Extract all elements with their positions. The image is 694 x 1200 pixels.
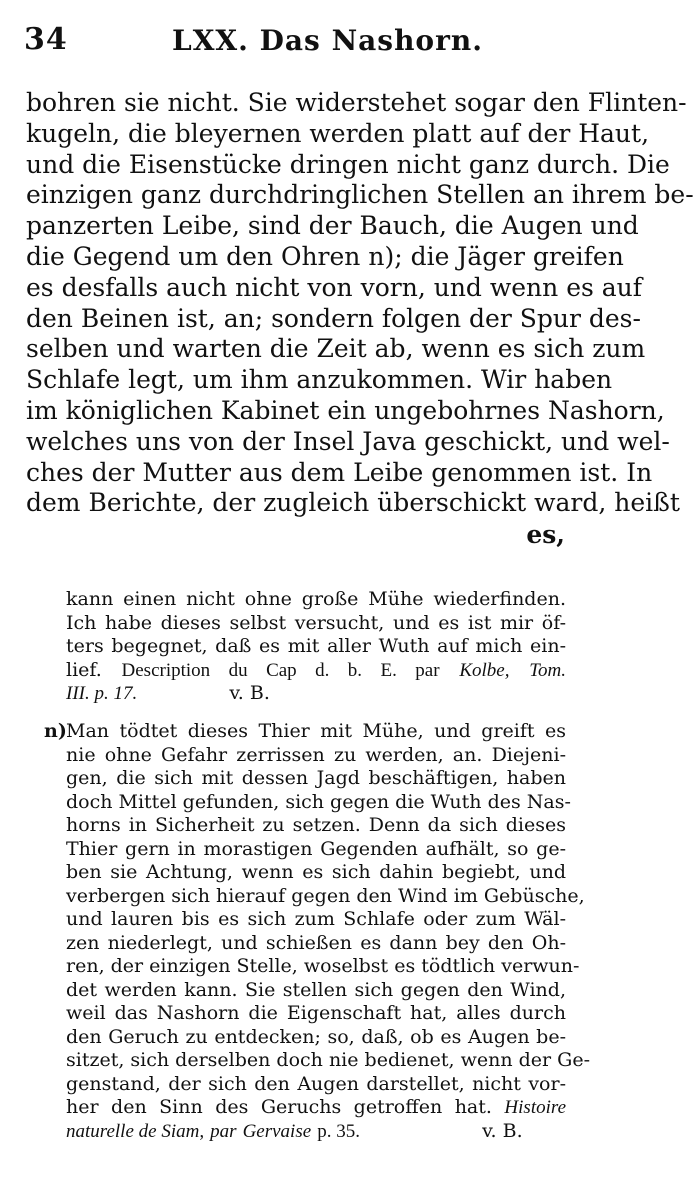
footnote-line: Man tödtet dieses Thier mit Mühe, und greift es xyxy=(66,720,566,742)
text-line: bohren sie nicht. Sie widerstehet sogar den Flinten- xyxy=(26,88,687,117)
footnote-line-citation-end xyxy=(66,682,566,706)
footnote-text: lief. xyxy=(66,658,102,681)
citation-title-cont: naturelle de Siam, xyxy=(66,1120,205,1142)
text-line: kugeln, die bleyernen werden platt auf der Haut, xyxy=(26,118,650,148)
citation-volume: Tom. xyxy=(529,659,566,681)
text-line: den Beinen ist, an; sondern folgen der Spur des- xyxy=(26,303,641,333)
footnote-line: Ich habe dieses selbst versucht, und es ist mir öf- xyxy=(66,611,566,634)
footnote-marker: n) xyxy=(44,720,67,742)
footnote-line: zen niederlegt, und schießen es dann bey den Oh- xyxy=(66,931,566,954)
citation-page: p. 35. xyxy=(317,1120,360,1142)
text-line: Schlafe legt, um ihm anzukommen. Wir haben xyxy=(26,365,613,395)
footnote-line: horns in Sicherheit zu setzen. Denn da sich dieses xyxy=(66,814,566,836)
text-line: panzerten Leibe, sind der Bauch, die Augen und xyxy=(26,211,639,241)
footnote-line: Thier gern in morastigen Gegenden aufhält, so ge- xyxy=(66,837,566,860)
footnote-n xyxy=(66,720,591,1143)
text-line: im königlichen Kabinet ein ungebohrnes Nashorn, xyxy=(26,395,665,425)
footnote-line-with-citation xyxy=(66,1096,566,1120)
text-line: die Gegend um den Ohren n); die Jäger greifen xyxy=(26,241,624,271)
footnote-line: den Geruch zu entdecken; so, daß, ob es Augen be- xyxy=(66,1025,566,1048)
catchword: es, xyxy=(526,520,565,549)
text-line: einzigen ganz durchdringlichen Stellen an ihrem be- xyxy=(26,180,694,210)
citation-par: par xyxy=(210,1120,237,1142)
text-line: es desfalls auch nicht von vorn, und wenn es auf xyxy=(26,272,643,302)
footnote-line: sitzet, sich derselben doch nie bedienet, wenn der Ge- xyxy=(66,1049,591,1071)
footnote-line: det werden kann. Sie stellen sich gegen den Wind, xyxy=(66,978,566,1001)
citation-page: III. p. 17. xyxy=(66,683,138,704)
footnote-line: ters begegnet, daß es mit aller Wuth auf mich ein- xyxy=(66,635,566,657)
translator-signature: v. B. xyxy=(482,1119,523,1142)
text-line: welches uns von der Insel Java geschickt, und wel- xyxy=(26,426,670,456)
footnote-line: ben sie Achtung, wenn es sich dahin begiebt, und xyxy=(66,861,566,883)
translator-signature: v. B. xyxy=(229,682,270,704)
citation-source: Description du Cap d. b. E. par xyxy=(121,659,440,681)
footnote-line: ren, der einzigen Stelle, woselbst es tödtlich verwun- xyxy=(66,955,580,977)
page-header xyxy=(12,18,577,62)
text-line: und die Eisenstücke dringen nicht ganz durch. Die xyxy=(26,149,670,179)
text-line: dem Berichte, der zugleich überschickt ward, heißt xyxy=(26,488,680,518)
footnote-line: gen, die sich mit dessen Jagd beschäftigen, haben xyxy=(66,767,566,789)
citation-author: Kolbe, xyxy=(459,659,510,681)
page-number: 34 xyxy=(24,22,68,57)
footnote-continued xyxy=(66,588,566,706)
citation-title: Histoire xyxy=(504,1097,566,1118)
footnote-text: her den Sinn des Geruchs getroffen hat. xyxy=(66,1096,492,1118)
footnote-line-citation xyxy=(66,659,566,683)
footnote-line: verbergen sich hierauf gegen den Wind im Gebüsche, xyxy=(66,884,585,907)
footnote-line: und lauren bis es sich zum Schlafe oder zum Wäl- xyxy=(66,908,566,930)
footnote-line: kann einen nicht ohne große Mühe wiederfinden. xyxy=(66,588,566,610)
footnote-line-citation-end xyxy=(66,1120,566,1144)
main-text xyxy=(26,88,694,519)
citation-author: Gervaise xyxy=(242,1120,312,1142)
text-line: selben und warten die Zeit ab, wenn es sich zum xyxy=(26,334,646,364)
footnote-line: weil das Nashorn die Eigenschaft hat, alles durch xyxy=(66,1002,566,1024)
footnote-line: genstand, der sich den Augen darstellet, nicht vor- xyxy=(66,1072,566,1095)
footnote-line: doch Mittel gefunden, sich gegen die Wuth des Nas- xyxy=(66,790,571,813)
footnote-line: nie ohne Gefahr zerrissen zu werden, an. Diejeni- xyxy=(66,743,566,766)
running-head: LXX. Das Nashorn. xyxy=(172,24,483,57)
text-line: ches der Mutter aus dem Leibe genommen ist. In xyxy=(26,457,653,487)
